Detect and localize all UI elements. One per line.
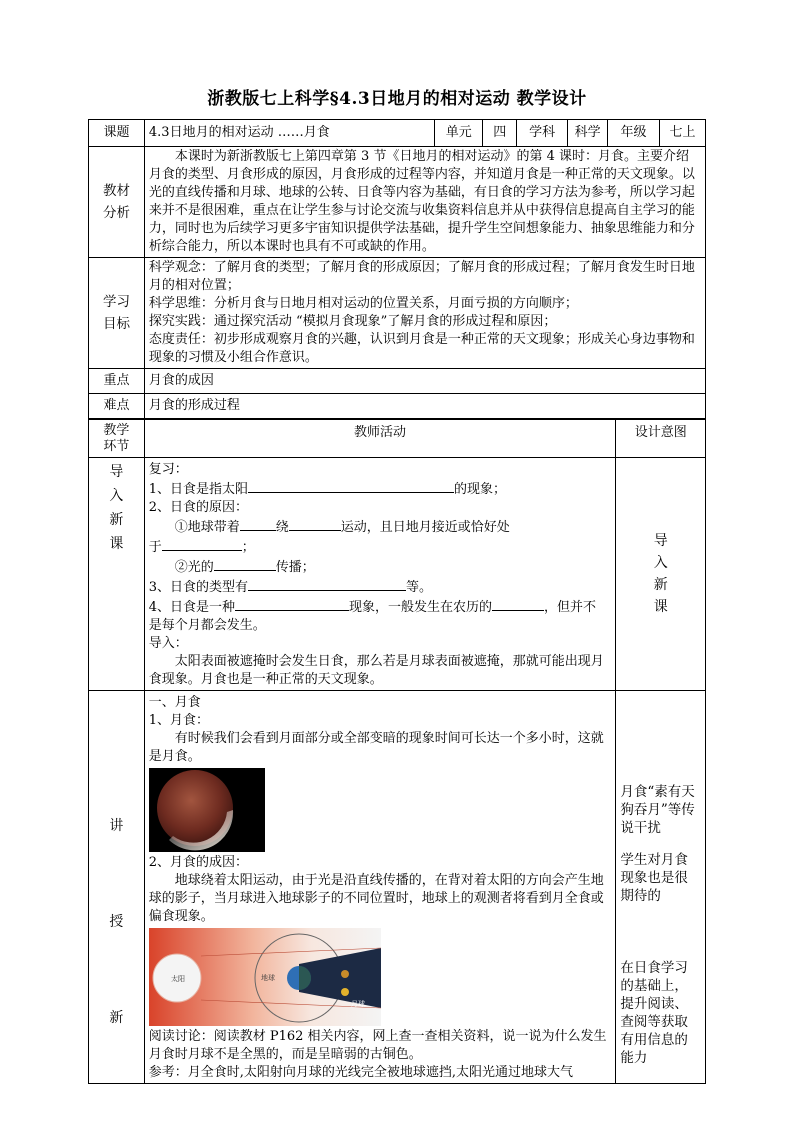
fill-blank [235,597,349,611]
intro-stage-char: 入 [109,488,124,504]
process-table [88,419,706,1084]
subject-value: 科学 [568,120,608,147]
intro-intent [616,458,706,691]
q2-1-text-e: ； [241,540,255,555]
question-4-cont: 是每个月都会发生。 [148,618,266,633]
subsection-1: 1、月食： [148,713,209,728]
analysis-label-2: 分析 [102,205,130,221]
lecture-stage-char: 讲 [109,818,124,834]
q2-2-text-b: 传播； [275,560,315,575]
lecture-stage-char: 授 [109,914,124,930]
q4-text-c: ，但并不 [544,600,597,615]
question-2-1-cont [149,537,612,557]
q2-2-text-a: ②光的 [174,560,214,575]
eclipse-diagram [149,928,381,1026]
unit-value: 四 [483,120,517,147]
q1-text-b: 的现象； [454,482,507,497]
objective-line: 探究实践：通过探究活动 “模拟月食现象”了解月食的形成过程和原因； [148,314,557,329]
q2-1-text-c: 运动，且日地月接近或恰好处 [340,520,510,535]
diagram-sun-label: 太阳 [170,975,185,983]
stage-header-2: 环节 [103,438,130,454]
lunar-eclipse-photo [149,768,265,852]
grade-label: 年级 [608,120,660,147]
reference-answer: 参考：月全食时,太阳射向月球的光线完全被地球遮挡,太阳光通过地球大气 [148,1065,573,1080]
q3-text-b: 等。 [406,580,433,595]
lecture-stage-char: 新 [109,1010,124,1026]
fill-blank [248,577,406,591]
lecture-stage [89,691,145,1084]
intent-note-1: 月食“素有天狗吞月”等传说干扰 [620,784,695,836]
intro-intent-char: 导 [653,533,668,549]
objectives-label-1: 学习 [102,294,130,310]
info-table [88,119,706,419]
question-3 [149,577,612,597]
reading-discussion: 阅读讨论：阅读教材 P162 相关内容，网上查一查相关资料，说一说为什么发生月食时月球不是全黑的，而是呈暗弱的古铜色。 [148,1029,607,1062]
intro-stage-char: 新 [109,512,124,528]
fill-blank [162,537,242,551]
diagram-moon-label: 月球 [350,1000,365,1008]
q2-1-text-d: 于 [148,540,162,555]
lead-in-text: 太阳表面被遮掩时会发生日食，那么若是月球表面被遮掩，那就可能出现月食现象。月食也是一种正常的天文现象。 [148,654,604,687]
fill-blank [248,479,454,493]
question-4 [149,597,612,617]
stage-header [89,420,145,458]
page-title: 浙教版七上科学§4.3日地月的相对运动 教学设计 [207,89,587,109]
fill-blank [240,517,276,531]
lead-in-label: 导入： [148,636,188,651]
key-point-label: 重点 [89,369,145,394]
q3-text-a: 3、日食的类型有 [148,580,248,595]
intro-intent-char: 新 [653,577,668,593]
question-1 [149,479,612,499]
stage-header-1: 教学 [103,422,130,438]
fill-blank [492,597,544,611]
analysis-text: 本课时为新浙教版七上第四章第 3 节《日地月的相对运动》的第 4 课时：月食。主要介绍月食的类型、月食形成的原因，月食形成的过程等内容，并知道月食是一种正常的天文现象。以光的直线传播和月球、地球的公转、日食等内容为基础，有日食的学习方法为参考，所以学习起来并不是很困难，重点在让学生参与讨论交流与收集资料信息并从中获得信息提高自主学习的能力，同时也为后续学习更多宇宙知识提供学法基础，提升学生空间想象能力、抽象思维能力和分析综合能力，所以本课时也具有不可或缺的作用。 [144,147,705,258]
intro-intent-char: 课 [653,599,668,615]
lunar-eclipse-definition: 有时候我们会看到月面部分或全部变暗的现象时间可长达一个多小时，这就是月食。 [148,731,604,764]
intro-stage-char: 导 [109,464,124,480]
intent-note-2: 学生对月食现象也是很期待的 [620,852,688,904]
question-2-2 [149,557,612,577]
objective-line: 态度责任：初步形成观察月食的兴趣，认识到月食是一种正常的天文现象；形成关心身边事物和现象的习惯及小组合作意识。 [148,332,695,365]
q4-text-b: 现象，一般发生在农历的 [349,600,493,615]
intro-stage-char: 课 [109,536,124,552]
intro-content [144,458,616,691]
objective-line: 科学观念：了解月食的类型；了解月食的形成原因；了解月食的形成过程；了解月食发生时日地月的相对位置； [148,260,695,293]
topic-label: 课题 [89,120,145,147]
subsection-2: 2、月食的成因： [148,855,248,870]
intro-stage [89,458,145,691]
difficulty-text: 月食的形成过程 [144,394,705,419]
q2-1-text-a: ①地球带着 [174,520,240,535]
objectives-label-2: 目标 [102,316,130,332]
subject-label: 学科 [517,120,568,147]
design-intent-header: 设计意图 [616,420,706,458]
topic-value: 4.3日地月的相对运动 ……月食 [144,120,434,147]
intent-note-3: 在日食学习的基础上，提升阅读、查阅等获取有用信息的能力 [620,960,688,1066]
review-label: 复习： [148,462,188,477]
unit-label: 单元 [435,120,483,147]
objective-line: 科学思维：分析月食与日地月相对运动的位置关系，月面亏损的方向顺序； [148,296,578,311]
fill-blank [289,517,341,531]
diagram-earth-label: 地球 [260,974,275,982]
lecture-content [144,691,616,1084]
q4-text-a: 4、日食是一种 [148,600,235,615]
question-2-1 [149,517,612,537]
key-point-text: 月食的成因 [144,369,705,394]
objectives-label [89,258,145,369]
question-2: 2、日食的原因： [148,500,248,515]
lunar-eclipse-cause: 地球绕着太阳运动，由于光是沿直线传播的，在背对着太阳的方向会产生地球的影子，当月球进入地球影子的不同位置时，地球上的观测者将看到月全食或偏食现象。 [148,873,604,924]
intro-intent-char: 入 [653,555,668,571]
teacher-activity-header: 教师活动 [144,420,616,458]
q1-text-a: 1、日食是指太阳 [148,482,248,497]
grade-value: 七上 [660,120,706,147]
analysis-label-1: 教材 [102,183,130,199]
difficulty-label: 难点 [89,394,145,419]
section-heading: 一、月食 [148,695,201,710]
lecture-intent [616,691,706,1084]
q2-1-text-b: 绕 [275,520,289,535]
analysis-label [89,147,145,258]
objectives-text [144,258,705,369]
fill-blank [214,557,276,571]
